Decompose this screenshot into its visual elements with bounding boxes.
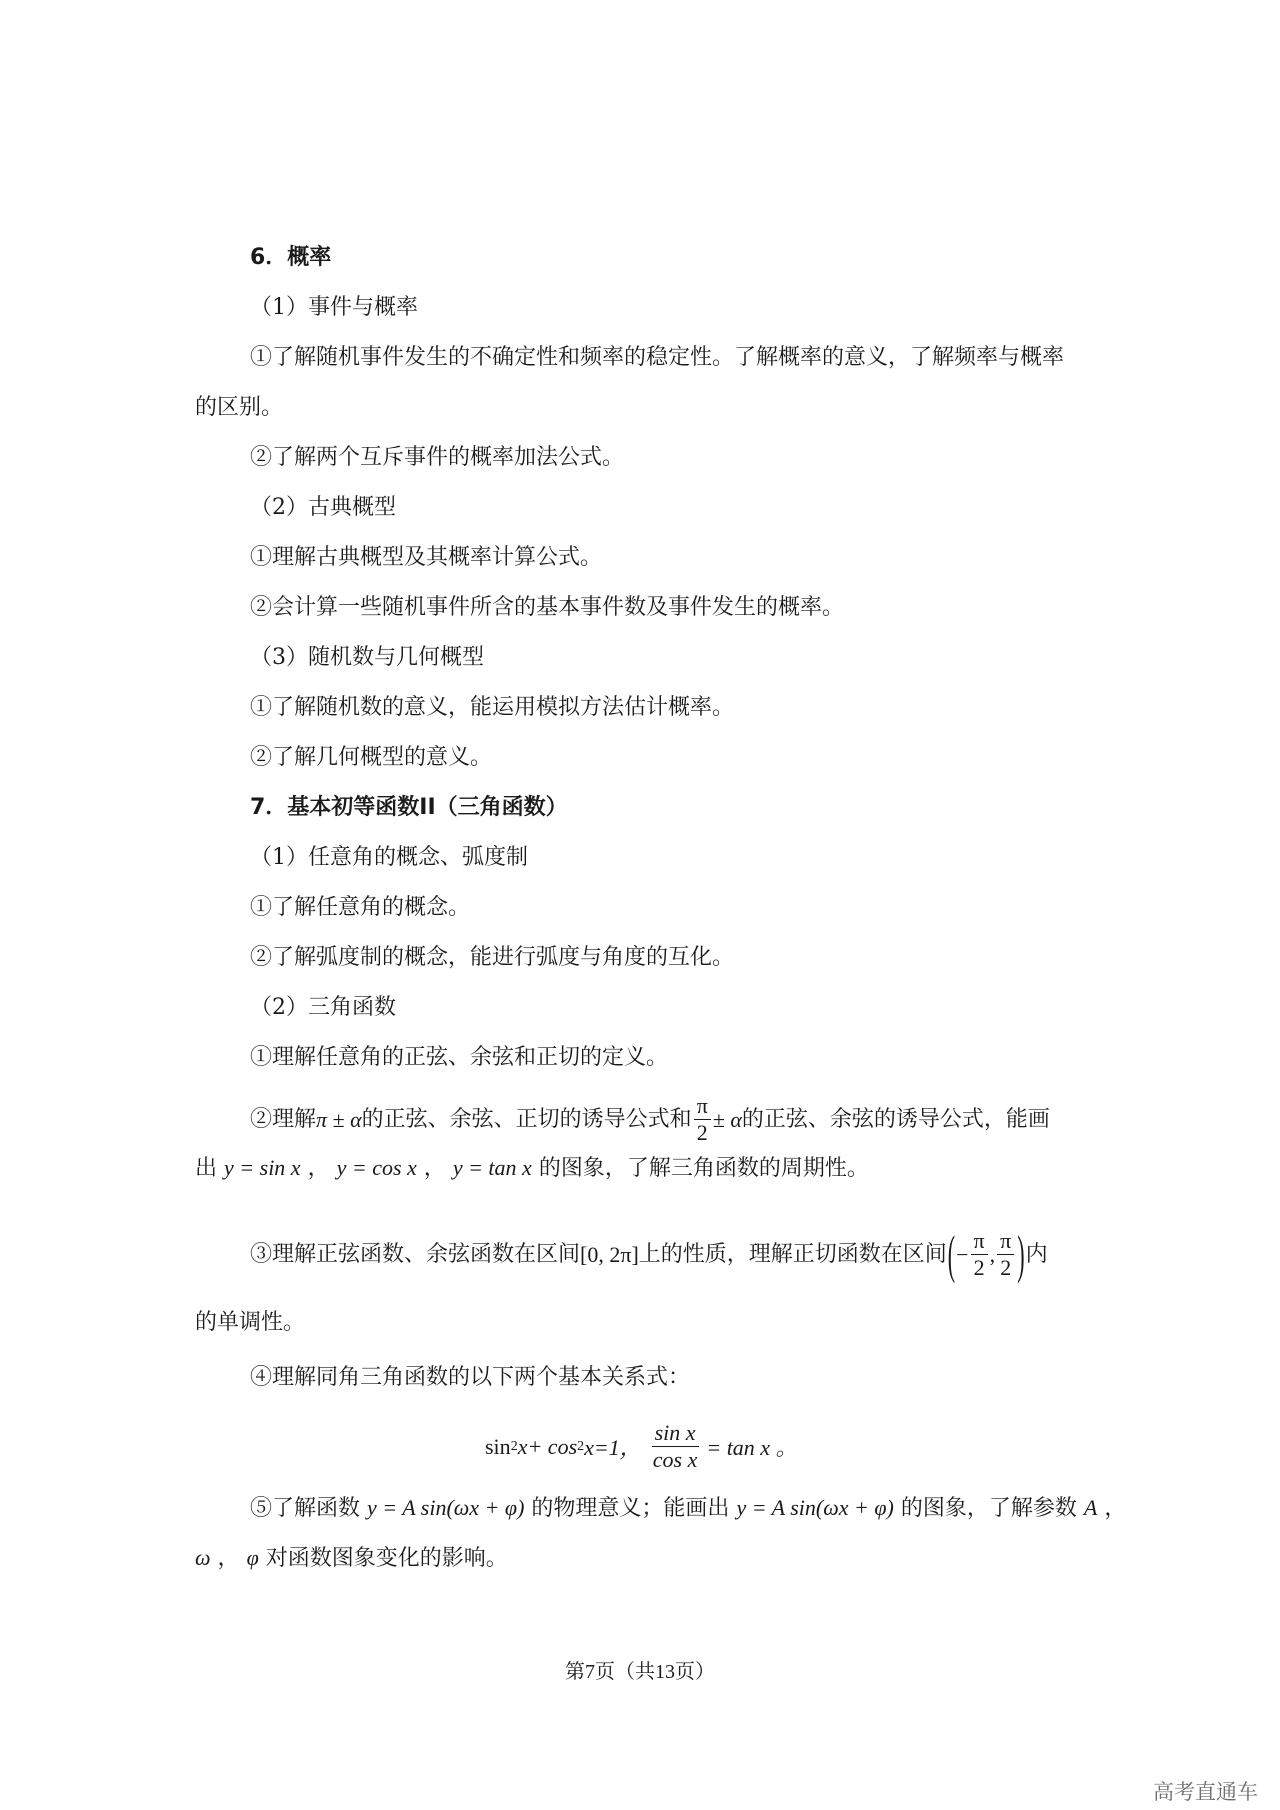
- eq-part: x=1，: [584, 1435, 642, 1460]
- text-span: 上的性质，理解正切函数在区间: [638, 1241, 947, 1267]
- section-6-subheading-2: （2）古典概型: [250, 495, 396, 520]
- text-line: [250, 1493, 1126, 1524]
- text-span: 的物理意义；能画出: [531, 1496, 730, 1521]
- text-line: ①理解任意角的正弦、余弦和正切的定义。: [250, 1045, 669, 1070]
- text-span: 的正弦、余弦的诱导公式，能画: [741, 1106, 1050, 1132]
- eq-part: sin: [485, 1433, 511, 1459]
- text-span: ，: [217, 1546, 240, 1571]
- math-plus-minus-alpha: ± α: [712, 1106, 742, 1132]
- math-param-phi: φ: [246, 1545, 259, 1570]
- section-6-subheading-1: （1）事件与概率: [250, 295, 418, 320]
- right-paren: ): [1017, 1223, 1025, 1284]
- eq-part: x+ cos: [517, 1433, 578, 1459]
- text-line: [195, 1543, 508, 1574]
- text-line: 的单调性。: [195, 1310, 306, 1335]
- page-footer: 第7页（共13页）: [565, 1661, 715, 1683]
- fraction-numerator: π: [997, 1228, 1014, 1255]
- text-line: ①了解随机事件发生的不确定性和频率的稳定性。了解概率的意义，了解频率与概率: [250, 345, 1065, 370]
- text-span: ③理解正弦函数、余弦函数在区间: [250, 1241, 581, 1267]
- text-line: ②了解弧度制的概念，能进行弧度与角度的互化。: [250, 945, 735, 970]
- text-span: 对函数图象变化的影响。: [265, 1546, 508, 1571]
- text-line: ①理解古典概型及其概率计算公式。: [250, 545, 603, 570]
- section-6-heading: 6．概率: [250, 245, 332, 270]
- identity-equation: [485, 1420, 798, 1473]
- text-span: 的图象，了解三角函数的周期性。: [538, 1156, 869, 1181]
- text-span: ，: [1104, 1496, 1127, 1521]
- math-sin: y = sin x: [224, 1155, 301, 1180]
- fraction-denominator: 2: [696, 1120, 708, 1145]
- text-span: 出: [195, 1156, 218, 1181]
- text-span: 的图象，了解参数: [900, 1496, 1077, 1521]
- text-span: ，: [307, 1156, 330, 1181]
- math-sinusoid: y = A sin(ωx + φ): [736, 1495, 894, 1520]
- text-span: ⑤了解函数: [250, 1496, 361, 1521]
- text-line-induction-formulas: [250, 1093, 1050, 1146]
- math-minus-sign: −: [956, 1241, 969, 1267]
- text-line: [195, 1153, 869, 1184]
- fraction-neg-pi-over-2: [971, 1228, 988, 1281]
- fraction-numerator: sin x: [652, 1420, 699, 1447]
- superscript: 2: [510, 1438, 518, 1454]
- text-line-monotonicity: [250, 1223, 1048, 1284]
- math-interval-0-2pi: [0, 2π]: [580, 1241, 639, 1267]
- fraction-numerator: π: [971, 1228, 988, 1255]
- text-line: ①了解随机数的意义，能运用模拟方法估计概率。: [250, 695, 735, 720]
- eq-part: = tan x 。: [706, 1435, 798, 1460]
- math-param-a: A: [1083, 1495, 1098, 1520]
- section-7-heading: 7．基本初等函数II（三角函数）: [250, 795, 568, 820]
- section-7-subheading-1: （1）任意角的概念、弧度制: [250, 845, 528, 870]
- math-cos: y = cos x: [336, 1155, 417, 1180]
- text-line: ①了解任意角的概念。: [250, 895, 471, 920]
- section-7-subheading-2: （2）三角函数: [250, 995, 396, 1020]
- text-line: ②会计算一些随机事件所含的基本事件数及事件发生的概率。: [250, 595, 845, 620]
- math-param-omega: ω: [195, 1545, 211, 1570]
- math-sinusoid: y = A sin(ωx + φ): [367, 1495, 525, 1520]
- superscript: 2: [577, 1438, 585, 1454]
- fraction-pi-over-2: [694, 1093, 711, 1146]
- math-tan: y = tan x: [452, 1155, 532, 1180]
- text-line: ②了解两个互斥事件的概率加法公式。: [250, 445, 625, 470]
- text-span: ②理解: [250, 1106, 317, 1132]
- math-comma: ,: [989, 1241, 996, 1267]
- math-pi-plus-minus-alpha: π ± α: [316, 1106, 362, 1132]
- text-span: ，: [423, 1156, 446, 1181]
- fraction-numerator: π: [694, 1093, 711, 1120]
- left-paren: (: [947, 1223, 956, 1284]
- fraction-denominator: cos x: [652, 1447, 698, 1472]
- text-line: 的区别。: [195, 395, 284, 420]
- fraction-denominator: 2: [973, 1255, 985, 1280]
- text-line: ②了解几何概型的意义。: [250, 745, 493, 770]
- text-span: 的正弦、余弦、正切的诱导公式和: [361, 1106, 692, 1132]
- fraction-sin-over-cos: [650, 1420, 701, 1473]
- text-span: 内: [1025, 1241, 1048, 1267]
- text-line: ④理解同角三角函数的以下两个基本关系式：: [250, 1365, 691, 1390]
- fraction-denominator: 2: [1000, 1255, 1012, 1280]
- fraction-pi-over-2: [997, 1228, 1014, 1281]
- watermark: 高考直通车: [1153, 1780, 1258, 1804]
- section-6-subheading-3: （3）随机数与几何概型: [250, 645, 484, 670]
